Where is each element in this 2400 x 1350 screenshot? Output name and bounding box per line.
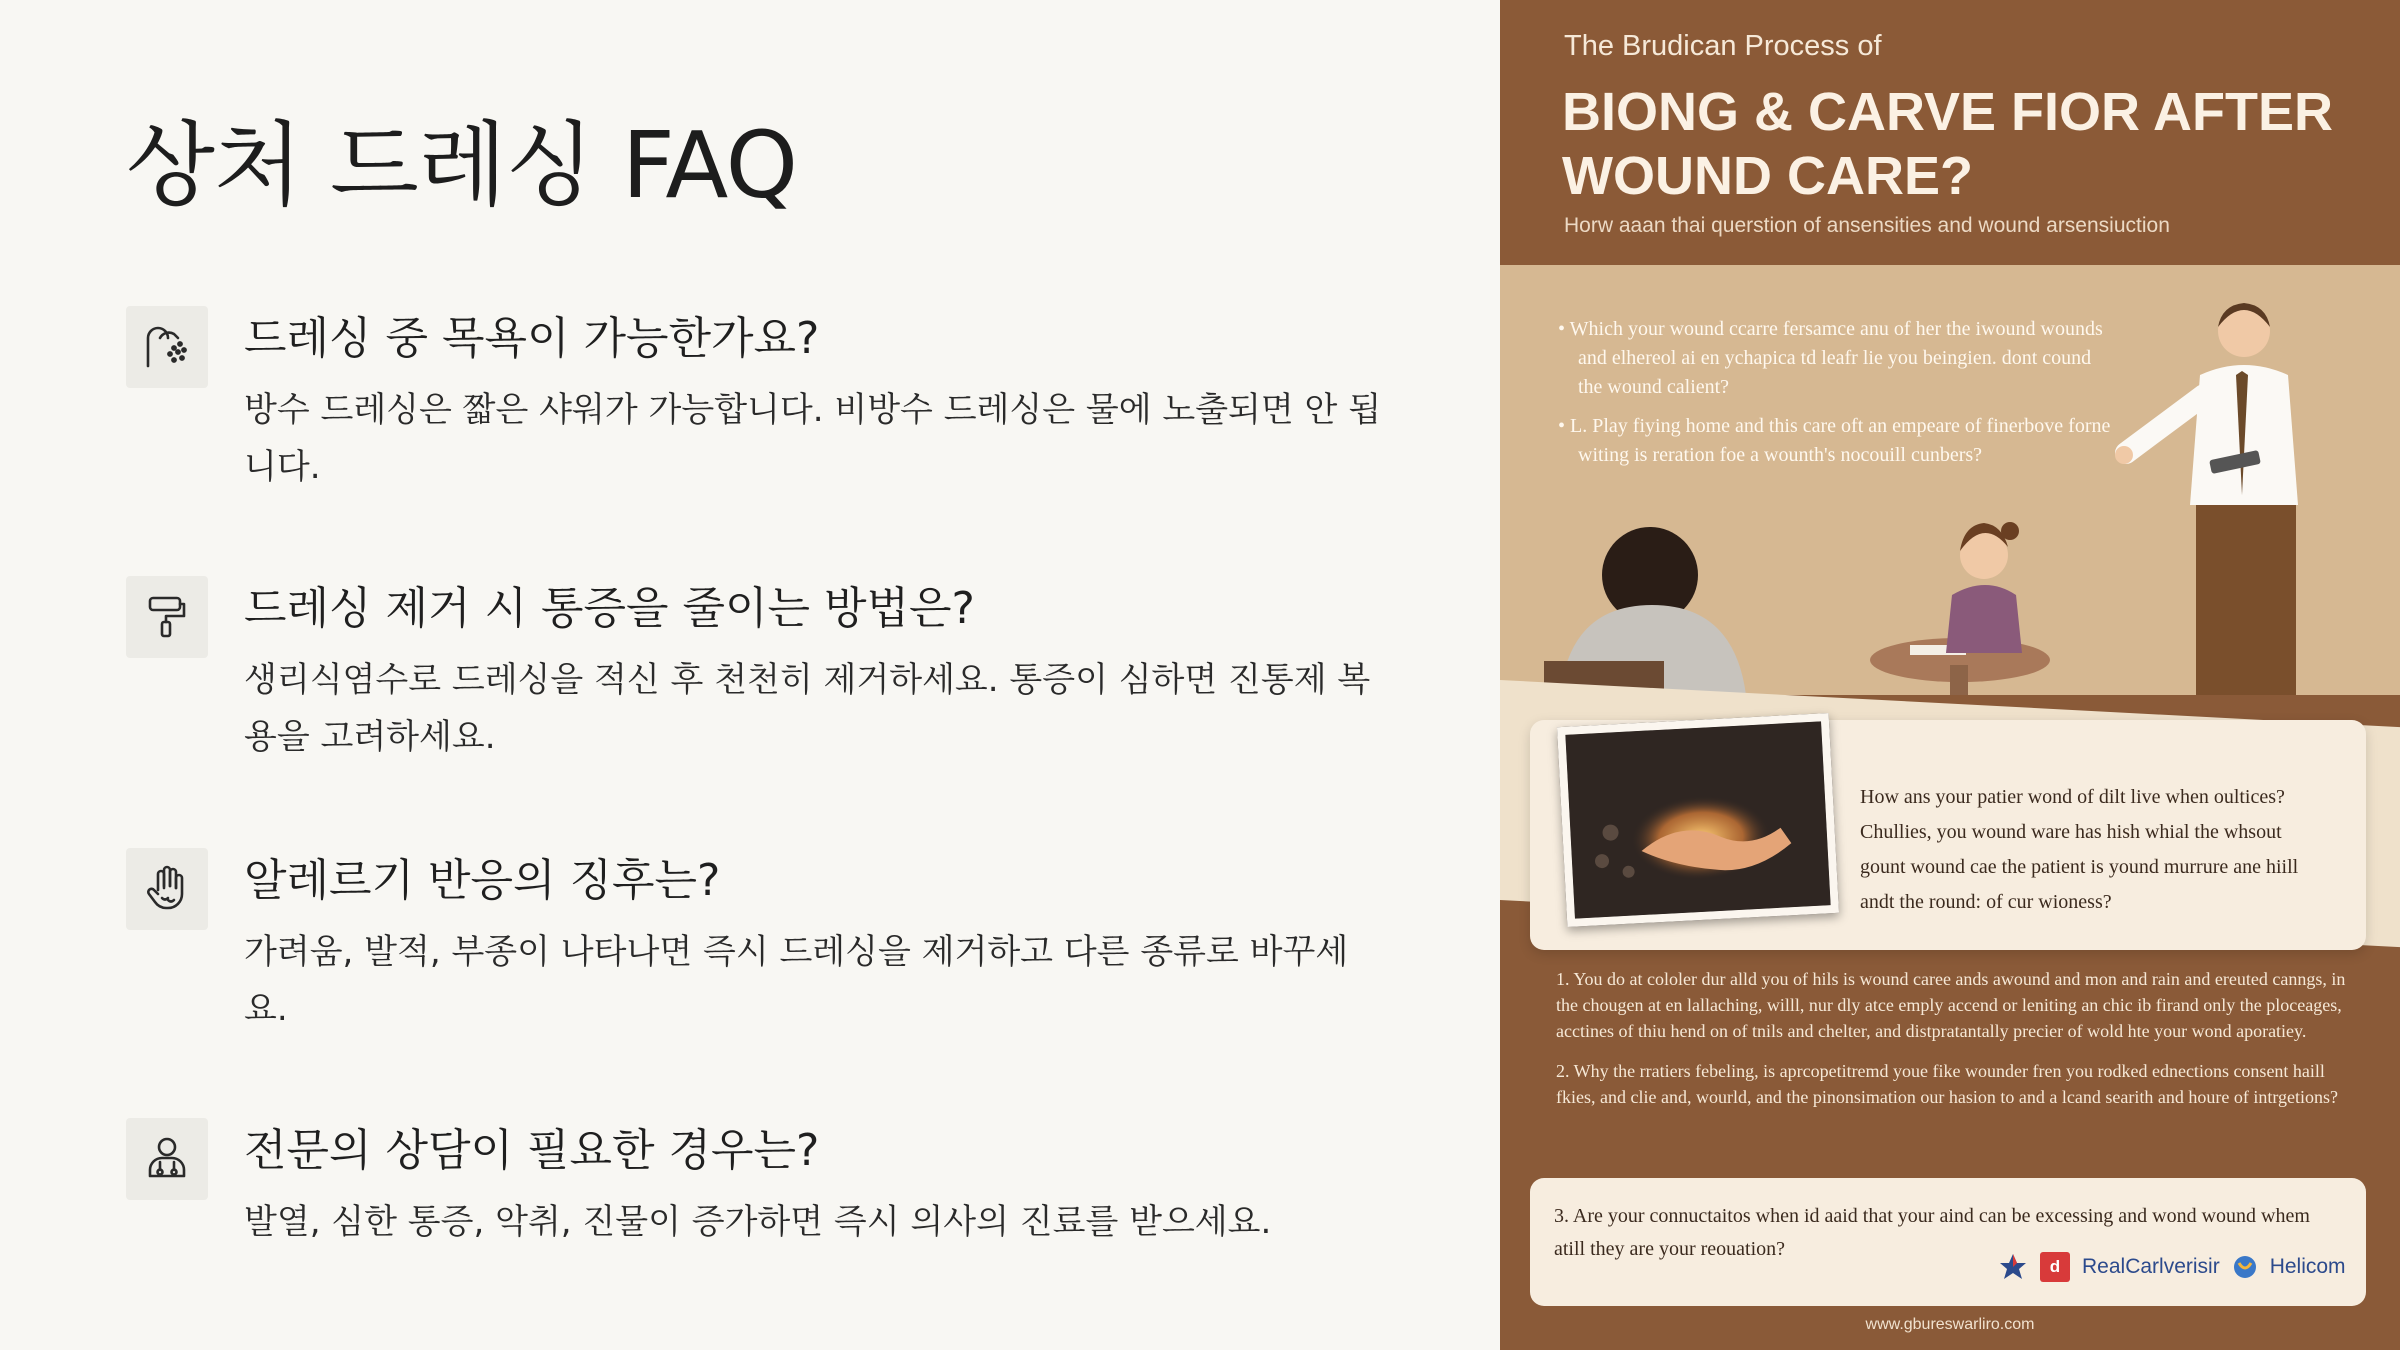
faq-question: 드레싱 제거 시 통증을 줄이는 방법은? <box>244 583 975 634</box>
consultation-illustration <box>1500 265 2400 695</box>
logo-text: RealCarlverisir <box>2082 1255 2220 1278</box>
page-title: 상처 드레싱 FAQ <box>126 112 798 219</box>
paint-roller-icon <box>126 576 208 658</box>
helicom-logo-icon <box>2232 1254 2258 1280</box>
shower-icon <box>126 306 208 388</box>
star-logo-icon <box>1998 1252 2028 1282</box>
faq-question: 드레싱 중 목욕이 가능한가요? <box>244 313 820 364</box>
poster-scene <box>1500 265 2400 695</box>
faq-answer: 방수 드레싱은 짧은 샤워가 가능합니다. 비방수 드레싱은 물에 노출되면 안 됩니다. <box>244 390 1382 487</box>
poster-bottom-text: 3. Are your connuctaitos when id aaid that your aind can be excessing and wond wound whem atill they are your reouation? <box>1554 1205 2310 1260</box>
faq-question: 전문의 상담이 필요한 경우는? <box>244 1125 820 1176</box>
poster-bottom-card <box>1530 1178 2366 1306</box>
poster-kicker: The Brudican Process of <box>1564 30 1882 62</box>
poster-url: www.gbureswarliro.com <box>1865 1316 2035 1333</box>
doctor-icon <box>126 1118 208 1200</box>
infographic-poster <box>1500 0 2400 1350</box>
realcarlverisir-logo-icon: d <box>2040 1252 2070 1282</box>
poster-header <box>1500 0 2400 265</box>
hand-icon <box>126 848 208 930</box>
hands-photo <box>1557 713 1839 927</box>
poster-title: BIONG & CARVE FIOR AFTER WOUND CARE? <box>1562 82 2334 206</box>
logo-text: Helicom <box>2269 1255 2346 1278</box>
poster-bullet: • L. Play fiying home and this care oft an empeare of finerbove forne witing is reration foe a wounth's nocouill cunbers? <box>1558 415 2111 466</box>
poster-bullet: • Which your wound ccarre fersamce anu of her the iwound wounds and elhereol ai en ychapica td leafr lie you beingien. dont cound the wound calient? <box>1558 318 2103 398</box>
poster-card-text: How ans your patier wond of dilt live when oultices? Chullies, you wound ware has hish whial the whsout gount wound cae the patient is yound murrure ane hiill andt the round: of cur wioness? <box>1860 786 2299 913</box>
poster-logos <box>1998 1252 2346 1282</box>
faq-answer: 생리식염수로 드레싱을 적신 후 천천히 제거하세요. 통증이 심하면 진통제 복용을 고려하세요. <box>244 660 1371 757</box>
poster-list-item: 1. You do at cololer dur alld you of hils is wound caree ands awound and mon and rain and ereuted canngs, in the chougen at en lallaching, willl, nur dly atce emply accend or leniting an chic ib firand only the ploceages, acctines of thiu hend on of tnils and chelter, and distpratantally precier of wold hte your wond aporatiey. <box>1556 969 2346 1041</box>
poster-numbered-list <box>1556 966 2356 1124</box>
poster-subtitle: Horw aaan thai querstion of ansensities and wound arsensiuction <box>1564 214 2170 237</box>
faq-answer: 가려움, 발적, 부종이 나타나면 즉시 드레싱을 제거하고 다른 종류로 바꾸세요. <box>244 932 1349 1029</box>
poster-list-item: 2. Why the rratiers febeling, is aprcopetitremd youe fike wounder fren you rodked ednections consent haill fkies, and clie and, wourld, and the pinonsimation our hasion to and a lcand searith and houre of intrgetions? <box>1556 1061 2338 1107</box>
faq-answer: 발열, 심한 통증, 악취, 진물이 증가하면 즉시 의사의 진료를 받으세요. <box>244 1202 1272 1242</box>
faq-question: 알레르기 반응의 징후는? <box>244 855 721 906</box>
